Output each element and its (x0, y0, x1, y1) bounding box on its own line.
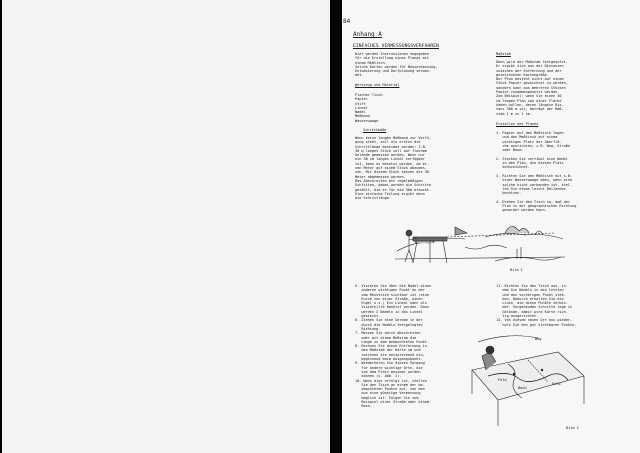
steps-5-to-10: 5. Visieren Sie über die Nadel einen anderen wichtigen Punkt an der vom Messtisch sichtbar ist (eine Kurve von einer Straße, einen Engel u.s.) Ein Lineal kann als Visierhilfe benützt werden. Dann werden 2 Nadeln in das Lineal gesteckt. 6. Ziehen Sie eine Gerade in der durch die Nadeln festgelegten Richtung. 7. Messen Sie durch Abschreiten oder mit einem Meßstab die Länge zu dem beobachteten Punkt. 8. Rechnen Sie diese Entfernung in den Maßstab der Karte um und zeichnen sie entsprechend ein, beginnend beim Ausgangspunkt. 9. Wiederholen Sie diesen Vorgang für andere wichtige Orte, die von dem Platz messbar werden können (s. Abb. 2). 10. Wenn dies erfolgt ist, stellen Sie den Tisch an einem der be- obachteten Punkte auf, von den aus eine günstige Vermessung möglich ist. Folgen Sie zum Beispiel einer Straße oder einem Bach. (355, 284, 432, 409)
book-gutter (330, 0, 342, 453)
material-heading: Werkzeug und Material (355, 83, 400, 87)
schritt-heading: Schrittmaße (363, 128, 387, 132)
figure-2-caption: Bild 2 (566, 426, 579, 430)
intro-text: Hier werden Instruktionen angegeben für die Erstellung eines Planes mit einem Meßtisch. Solche Karten werden für Neuvermessung, Entwässerung und Dorfplanung verwen- det. (355, 52, 438, 78)
figure-1-illustration (395, 213, 565, 275)
section-heading: Anhang A (353, 31, 382, 38)
figure-2-label-weg: Weg (535, 337, 542, 341)
document-title: EINFACHES VERMESSUNGSVERFAHREN (353, 44, 439, 49)
steps-11-to-12: 11. Richten Sie den Tisch aus, in- dem Sie Nadeln in den letzten und den vorherigen Punkt stek- ken. Dadurch erhalten Sie die Linie, die diese Punkte verbin- det. Vorgehenden Schritte lege in Gelände, damit wird Karte rich- tig ausgerichtet. 12. Von diesem neuen Ort aus wieder- hole Sie den gut sichtbaren Punkte. (496, 284, 577, 327)
figure-2-label-feld-1: Feld (498, 378, 507, 382)
figure-2-label-bach: Bach (518, 386, 527, 390)
massstab-text: Dann wird der Maßstab festgesetzt. Er ergibt sich aus der Distanzen zwischen der Entfernung und der gezeichneten Kartengröße. Der Plan besteht nicht auf einem Stück Papier gezeichnet zu werden, sondern kann aus mehreren Stücken Papier zusammengesetzt werden. Zum Beispiel: wenn Sie einen 30 cm langen Plan von einer Fläche haben wollen, deren längste Dis- tanz 300 m ist, beträgt der Maß- stab 1 m zu 1 cm. (496, 60, 568, 116)
schritt-text: Wenn keine langes Meßband zur Verfü- gung steht, soll als erstes die Schrittlänge bestimmt werden: Z.B. 30 m langes Stück soll auf flachem Gelände gemessen werden. Wenn nur ein 30 cm langes Lineal verfügbar ist, kann es benutzt werden, um ei- nen Meter auf einem Stück abzumes- sen. Mit diesem Stück können die 30 Meter abgemessen werden. Das Abschreiten mit regelmäßigen Schritten, dabei werden die Schritte gezählt, die er für die 30m braucht. Eine einfache Teilung ergibt dann die Schrittlänge. (355, 136, 432, 201)
erstellen-heading: Erstellen des Planes (496, 122, 539, 126)
left-page (2, 0, 330, 453)
figure-1-caption: Bild 1 (510, 268, 523, 272)
erstellen-steps: 1. Papier auf den Meßtisch legen und den Meßtisch auf einem wichtigen Platz der Oberflä- che ausrichten; z.B. Weg, Straße oder Baum. 2. Stecken Sie vertikal eine Nadel in den Plan, die diesen Platz kennzeichnet. 3. Richten Sie den Meßtisch mit s.B. einer Wasserwaage eben, wenn eine solche nicht vorhanden ist, stel- len Sie etwas leicht Rollendes benützen. 4. Drehen Sie den Tisch so, daß der Plan in der geographischen Richtung genordet werden kann. (496, 131, 577, 213)
massstab-heading: Maßstab (496, 52, 511, 56)
page-number: 84 (343, 18, 351, 25)
figure-2-label-feld-2: Feld (552, 382, 561, 386)
material-list: Flacher Tisch Papier Stift Lineal Nadel Meßband Wasserwaage (355, 93, 383, 123)
figure-2-illustration (468, 330, 588, 430)
